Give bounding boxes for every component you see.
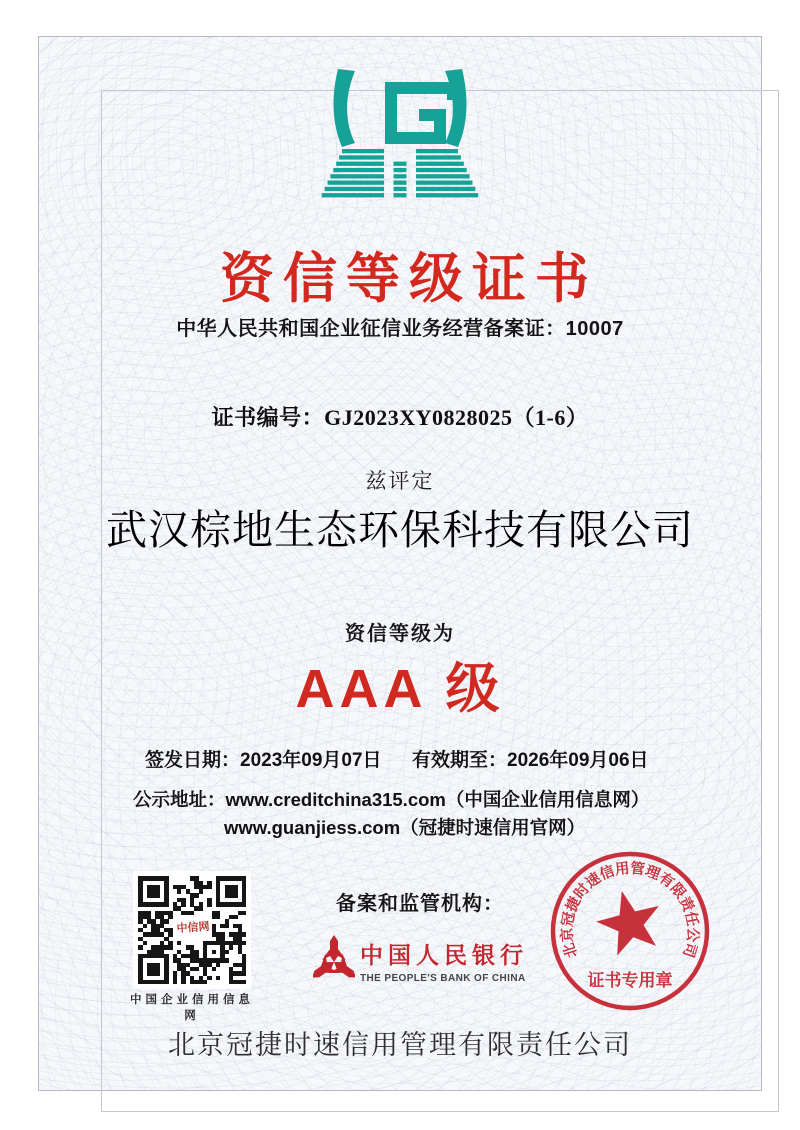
pboc-emblem-icon (313, 932, 355, 992)
certificate-title: 资信等级证书 (220, 249, 598, 309)
logo-stripes (322, 149, 479, 197)
rating-label: 资信等级为 (345, 623, 455, 645)
pboc-name-en: THE PEOPLE'S BANK OF CHINA (360, 973, 526, 984)
issue-date: 签发日期：2023年09月07日 (145, 750, 382, 771)
pboc-name-cn: 中国人民银行 (360, 943, 528, 968)
qr-center-label: 中信网 (176, 920, 210, 936)
logo-right-band (445, 69, 467, 147)
filing-subtitle: 中华人民共和国企业征信业务经营备案证：10007 (176, 318, 624, 340)
publicity-line-2: www.guanjiess.com（冠捷时速信用官网） (224, 817, 586, 838)
logo-left-band (333, 69, 355, 147)
company-name: 武汉棕地生态环保科技有限公司 (106, 507, 694, 553)
certificate-number: 证书编号：GJ2023XY0828025（1-6） (211, 405, 589, 430)
qr-caption: 中国企业信用信息网 (130, 994, 254, 1022)
company-seal-stamp (545, 846, 715, 1016)
qr-code (133, 871, 251, 989)
seal-star-icon (590, 883, 668, 958)
seal-center-text: 证书专用章 (587, 971, 673, 990)
rating-value: AAA 级 (295, 659, 505, 719)
issuer-name: 北京冠捷时速信用管理有限责任公司 (168, 1030, 632, 1060)
publicity-line-1: 公示地址：www.creditchina315.com（中国企业信用信息网） (133, 789, 650, 810)
valid-until: 有效期至：2026年09月06日 (412, 750, 649, 771)
hereby-text: 兹评定 (365, 469, 435, 493)
logo-g-glyph (391, 88, 453, 138)
regulator-label: 备案和监管机构： (336, 893, 504, 915)
gh-logo-icon (312, 69, 488, 201)
pboc-name-block (360, 937, 528, 984)
seal-ring-text: 北京冠捷时速信用管理有限责任公司 (559, 860, 701, 960)
